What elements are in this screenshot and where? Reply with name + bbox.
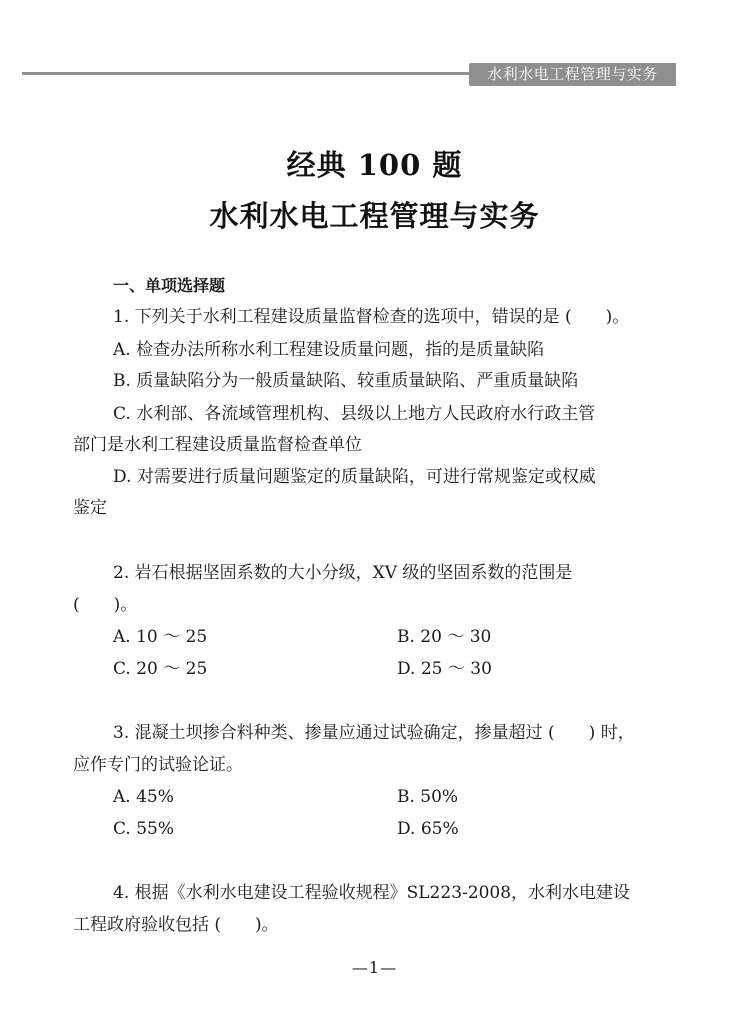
question-3-option-c: C. 55%: [113, 819, 174, 839]
question-1-stem: 1. 下列关于水利工程建设质量监督检查的选项中，错误的是 ( )。: [113, 307, 630, 327]
question-3-option-b: B. 50%: [397, 787, 459, 807]
page-number: —1—: [351, 958, 398, 977]
question-4-stem-cont: 工程政府验收包括 ( )。: [73, 915, 279, 935]
section-heading: 一、单项选择题: [113, 276, 226, 295]
question-2-stem-cont: ( )。: [73, 595, 138, 615]
question-3-option-d: D. 65%: [397, 819, 459, 839]
page-title-line-1: 经典 100 题: [286, 148, 463, 182]
header-rule: [22, 72, 478, 75]
question-1-option-d: D. 对需要进行质量问题鉴定的质量缺陷，可进行常规鉴定或权威: [113, 467, 596, 487]
question-4-stem: 4. 根据《水利水电建设工程验收规程》SL223-2008，水利水电建设: [113, 883, 631, 903]
question-2-option-a: A. 10 ～ 25: [113, 627, 208, 647]
question-3-stem-cont: 应作专门的试验论证。: [73, 755, 243, 775]
question-3-stem: 3. 混凝土坝掺合料种类、掺量应通过试验确定，掺量超过 ( ) 时，: [113, 723, 635, 743]
question-2-stem: 2. 岩石根据坚固系数的大小分级，XV 级的坚固系数的范围是: [113, 563, 573, 583]
question-1-option-b: B. 质量缺陷分为一般质量缺陷、较重质量缺陷、严重质量缺陷: [113, 371, 579, 391]
question-2-option-d: D. 25 ～ 30: [397, 659, 492, 679]
question-1-option-c-cont: 部门是水利工程建设质量监督检查单位: [73, 435, 362, 455]
page-title-line-2: 水利水电工程管理与实务: [209, 199, 540, 233]
question-1-option-c: C. 水利部、各流域管理机构、县级以上地方人民政府水行政主管: [113, 404, 596, 424]
header-book-title-tab: 水利水电工程管理与实务: [469, 63, 676, 86]
question-3-option-a: A. 45%: [113, 787, 174, 807]
question-1-option-d-cont: 鉴定: [73, 498, 107, 518]
question-2-option-c: C. 20 ～ 25: [113, 659, 208, 679]
question-2-option-b: B. 20 ～ 30: [397, 627, 492, 647]
question-1-option-a: A. 检查办法所称水利工程建设质量问题，指的是质量缺陷: [113, 340, 545, 360]
